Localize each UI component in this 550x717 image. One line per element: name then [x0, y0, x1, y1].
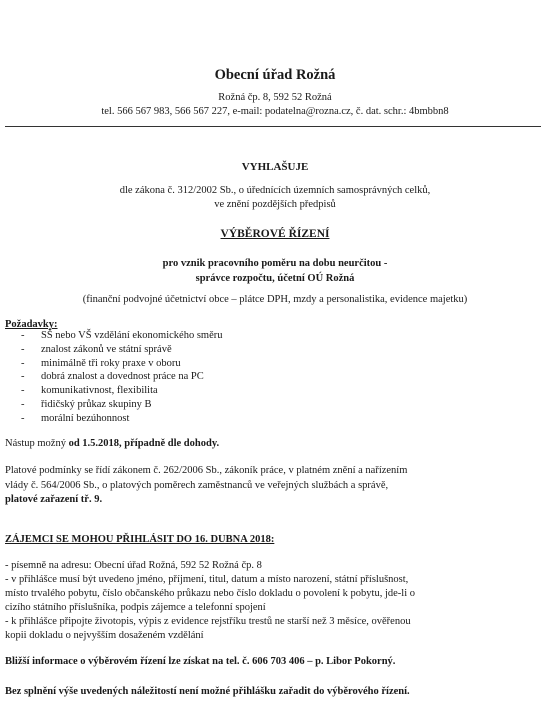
instruction-line: cizího státního příslušníka, podpis zájemce a telefonní spojení — [5, 602, 266, 613]
position-line: správce rozpočtu, účetní OÚ Rožná — [195, 273, 355, 284]
position-line: pro vznik pracovního poměru na dobu neurčitou - — [162, 258, 388, 269]
position-title — [0, 256, 550, 286]
application-heading: ZÁJEMCI SE MOHOU PŘIHLÁSIT DO 16. DUBNA 2018: — [5, 534, 275, 545]
header-divider — [5, 126, 541, 127]
announce-verb: VYHLAŠUJE — [241, 161, 309, 173]
requirements-heading: Požadavky: — [5, 319, 58, 330]
start-prefix: Nástup možný — [5, 438, 69, 449]
contact-info: Bližší informace o výběrovém řízení lze získat na tel. č. 606 703 406 – p. Libor Pokorný. — [5, 656, 396, 667]
application-instructions — [5, 559, 515, 643]
office-contact: tel. 566 567 983, 566 567 227, e-mail: podatelna@rozna.cz, č. dat. schr.: 4bmbbn8 — [101, 106, 449, 117]
eligibility-notice: Bez splnění výše uvedených náležitostí není možné přihlášku zařadit do výběrového řízení. — [5, 686, 410, 697]
start-date-value: od 1.5.2018, případně dle dohody. — [68, 438, 220, 449]
selection-heading: VÝBĚROVÉ ŘÍZENÍ — [220, 228, 330, 240]
list-item: - minimálně tři roky praxe v oboru — [21, 357, 181, 369]
law-reference-line: ve znění pozdějších předpisů — [214, 199, 336, 210]
list-item: - SŠ nebo VŠ vzdělání ekonomického směru — [21, 330, 223, 341]
list-item: - řidičský průkaz skupiny B — [21, 398, 152, 410]
list-item: - morální bezúhonnost — [21, 412, 130, 424]
start-date — [5, 437, 515, 450]
instruction-line: - písemně na adresu: Obecní úřad Rožná, 592 52 Rožná čp. 8 — [5, 560, 262, 571]
instruction-line: místo trvalého pobytu, číslo občanského průkazu nebo číslo dokladu o povolení k pobytu, jde-li o — [5, 588, 416, 599]
salary-grade: platové zařazení tř. 9. — [5, 494, 103, 505]
list-item: - komunikativnost, flexibilita — [21, 385, 158, 397]
requirements-list — [5, 329, 223, 426]
salary-line: vlády č. 564/2006 Sb., o platových poměrech zaměstnanců ve veřejných službách a správě, — [5, 479, 389, 491]
position-detail: (finanční podvojné účetnictví obce – plátce DPH, mzdy a personalistika, evidence majetku) — [82, 294, 468, 305]
salary-conditions — [5, 464, 515, 508]
salary-line: Platové podmínky se řídí zákonem č. 262/2006 Sb., zákoník práce, v platném znění a nařízením — [5, 465, 408, 476]
office-address: Rožná čp. 8, 592 52 Rožná — [218, 92, 332, 103]
list-item: - dobrá znalost a dovednost práce na PC — [21, 371, 204, 383]
list-item: - znalost zákonů ve státní správě — [21, 343, 172, 355]
instruction-line: - k přihlášce připojte životopis, výpis z evidence rejstříku trestů ne starší než 3 měsíce, ověřenou — [5, 616, 411, 627]
instruction-line: kopii dokladu o nejvyšším dosaženém vzdělání — [5, 630, 204, 641]
instruction-line: - v přihlášce musí být uvedeno jméno, příjmení, titul, datum a místo narození, státní příslušnost, — [5, 574, 409, 585]
law-reference — [0, 184, 550, 212]
office-title: Obecní úřad Rožná — [214, 67, 336, 83]
law-reference-line: dle zákona č. 312/2002 Sb., o úřednících územních samosprávných celků, — [119, 185, 431, 196]
